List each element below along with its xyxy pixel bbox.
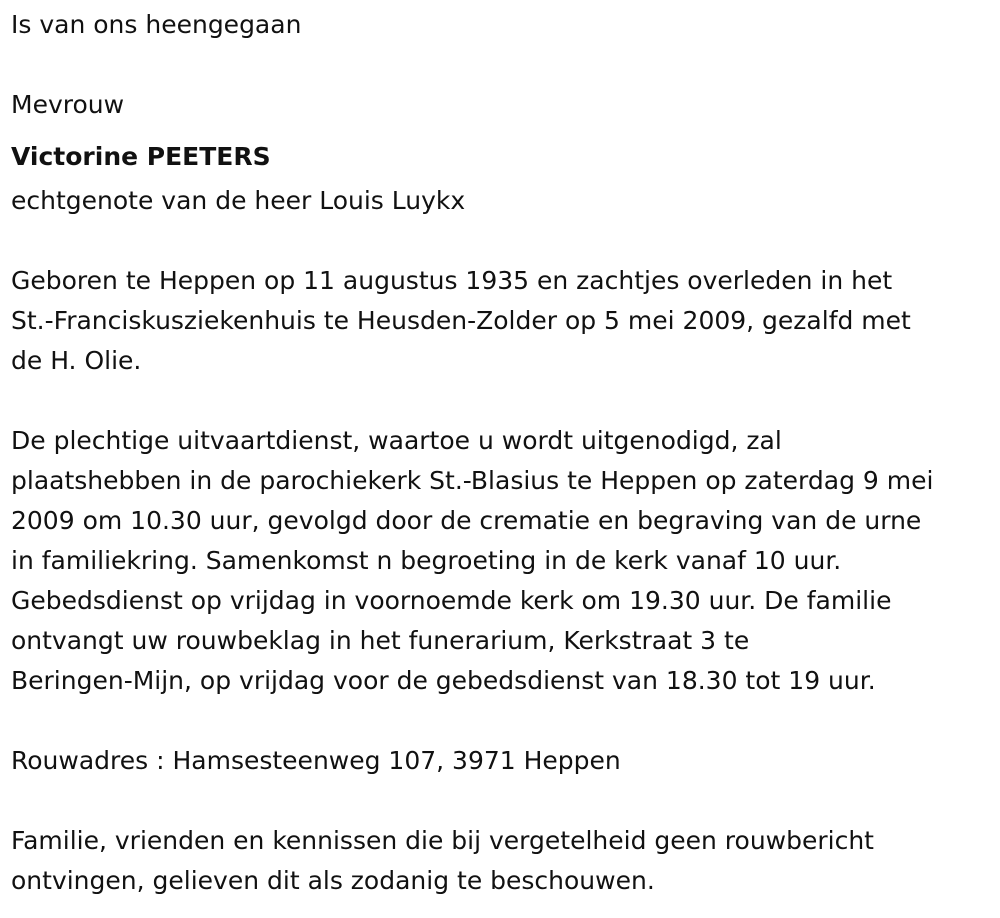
- spouse-line: echtgenote van de heer Louis Luykx: [11, 186, 466, 215]
- paragraph-line: Beringen-Mijn, op vrijdag voor de gebedsdienst van 18.30 tot 19 uur.: [11, 666, 876, 695]
- spacer: [11, 701, 1000, 741]
- paragraph-line: 2009 om 10.30 uur, gevolgd door de crematie en begraving van de urne: [11, 506, 922, 535]
- spacer: [11, 781, 1000, 821]
- paragraph-line: de H. Olie.: [11, 346, 142, 375]
- intro-line: Is van ons heengegaan: [11, 10, 302, 39]
- paragraph-line: plaatshebben in de parochiekerk St.-Blasius te Heppen op zaterdag 9 mei: [11, 466, 934, 495]
- spacer: [11, 45, 1000, 85]
- deceased-name: Victorine PEETERS: [11, 142, 271, 171]
- paragraph-line: ontvingen, gelieven dit als zodanig te beschouwen.: [11, 866, 655, 895]
- salutation: Mevrouw: [11, 90, 125, 119]
- paragraph-line: St.-Franciskusziekenhuis te Heusden-Zolder op 5 mei 2009, gezalfd met: [11, 306, 911, 335]
- closing-paragraph: [11, 821, 1000, 901]
- birth-death-paragraph: [11, 261, 1000, 381]
- paragraph-line: Geboren te Heppen op 11 augustus 1935 en zachtjes overleden in het: [11, 266, 893, 295]
- funeral-paragraph: [11, 421, 1000, 701]
- paragraph-line: De plechtige uitvaartdienst, waartoe u wordt uitgenodigd, zal: [11, 426, 782, 455]
- paragraph-line: in familiekring. Samenkomst n begroeting in de kerk vanaf 10 uur.: [11, 546, 842, 575]
- paragraph-line: ontvangt uw rouwbeklag in het funerarium, Kerkstraat 3 te: [11, 626, 750, 655]
- paragraph-line: Gebedsdienst op vrijdag in voornoemde kerk om 19.30 uur. De familie: [11, 586, 892, 615]
- mourning-address: Rouwadres : Hamsesteenweg 107, 3971 Heppen: [11, 746, 621, 775]
- spacer: [11, 221, 1000, 261]
- spacer: [11, 381, 1000, 421]
- paragraph-line: Familie, vrienden en kennissen die bij vergetelheid geen rouwbericht: [11, 826, 874, 855]
